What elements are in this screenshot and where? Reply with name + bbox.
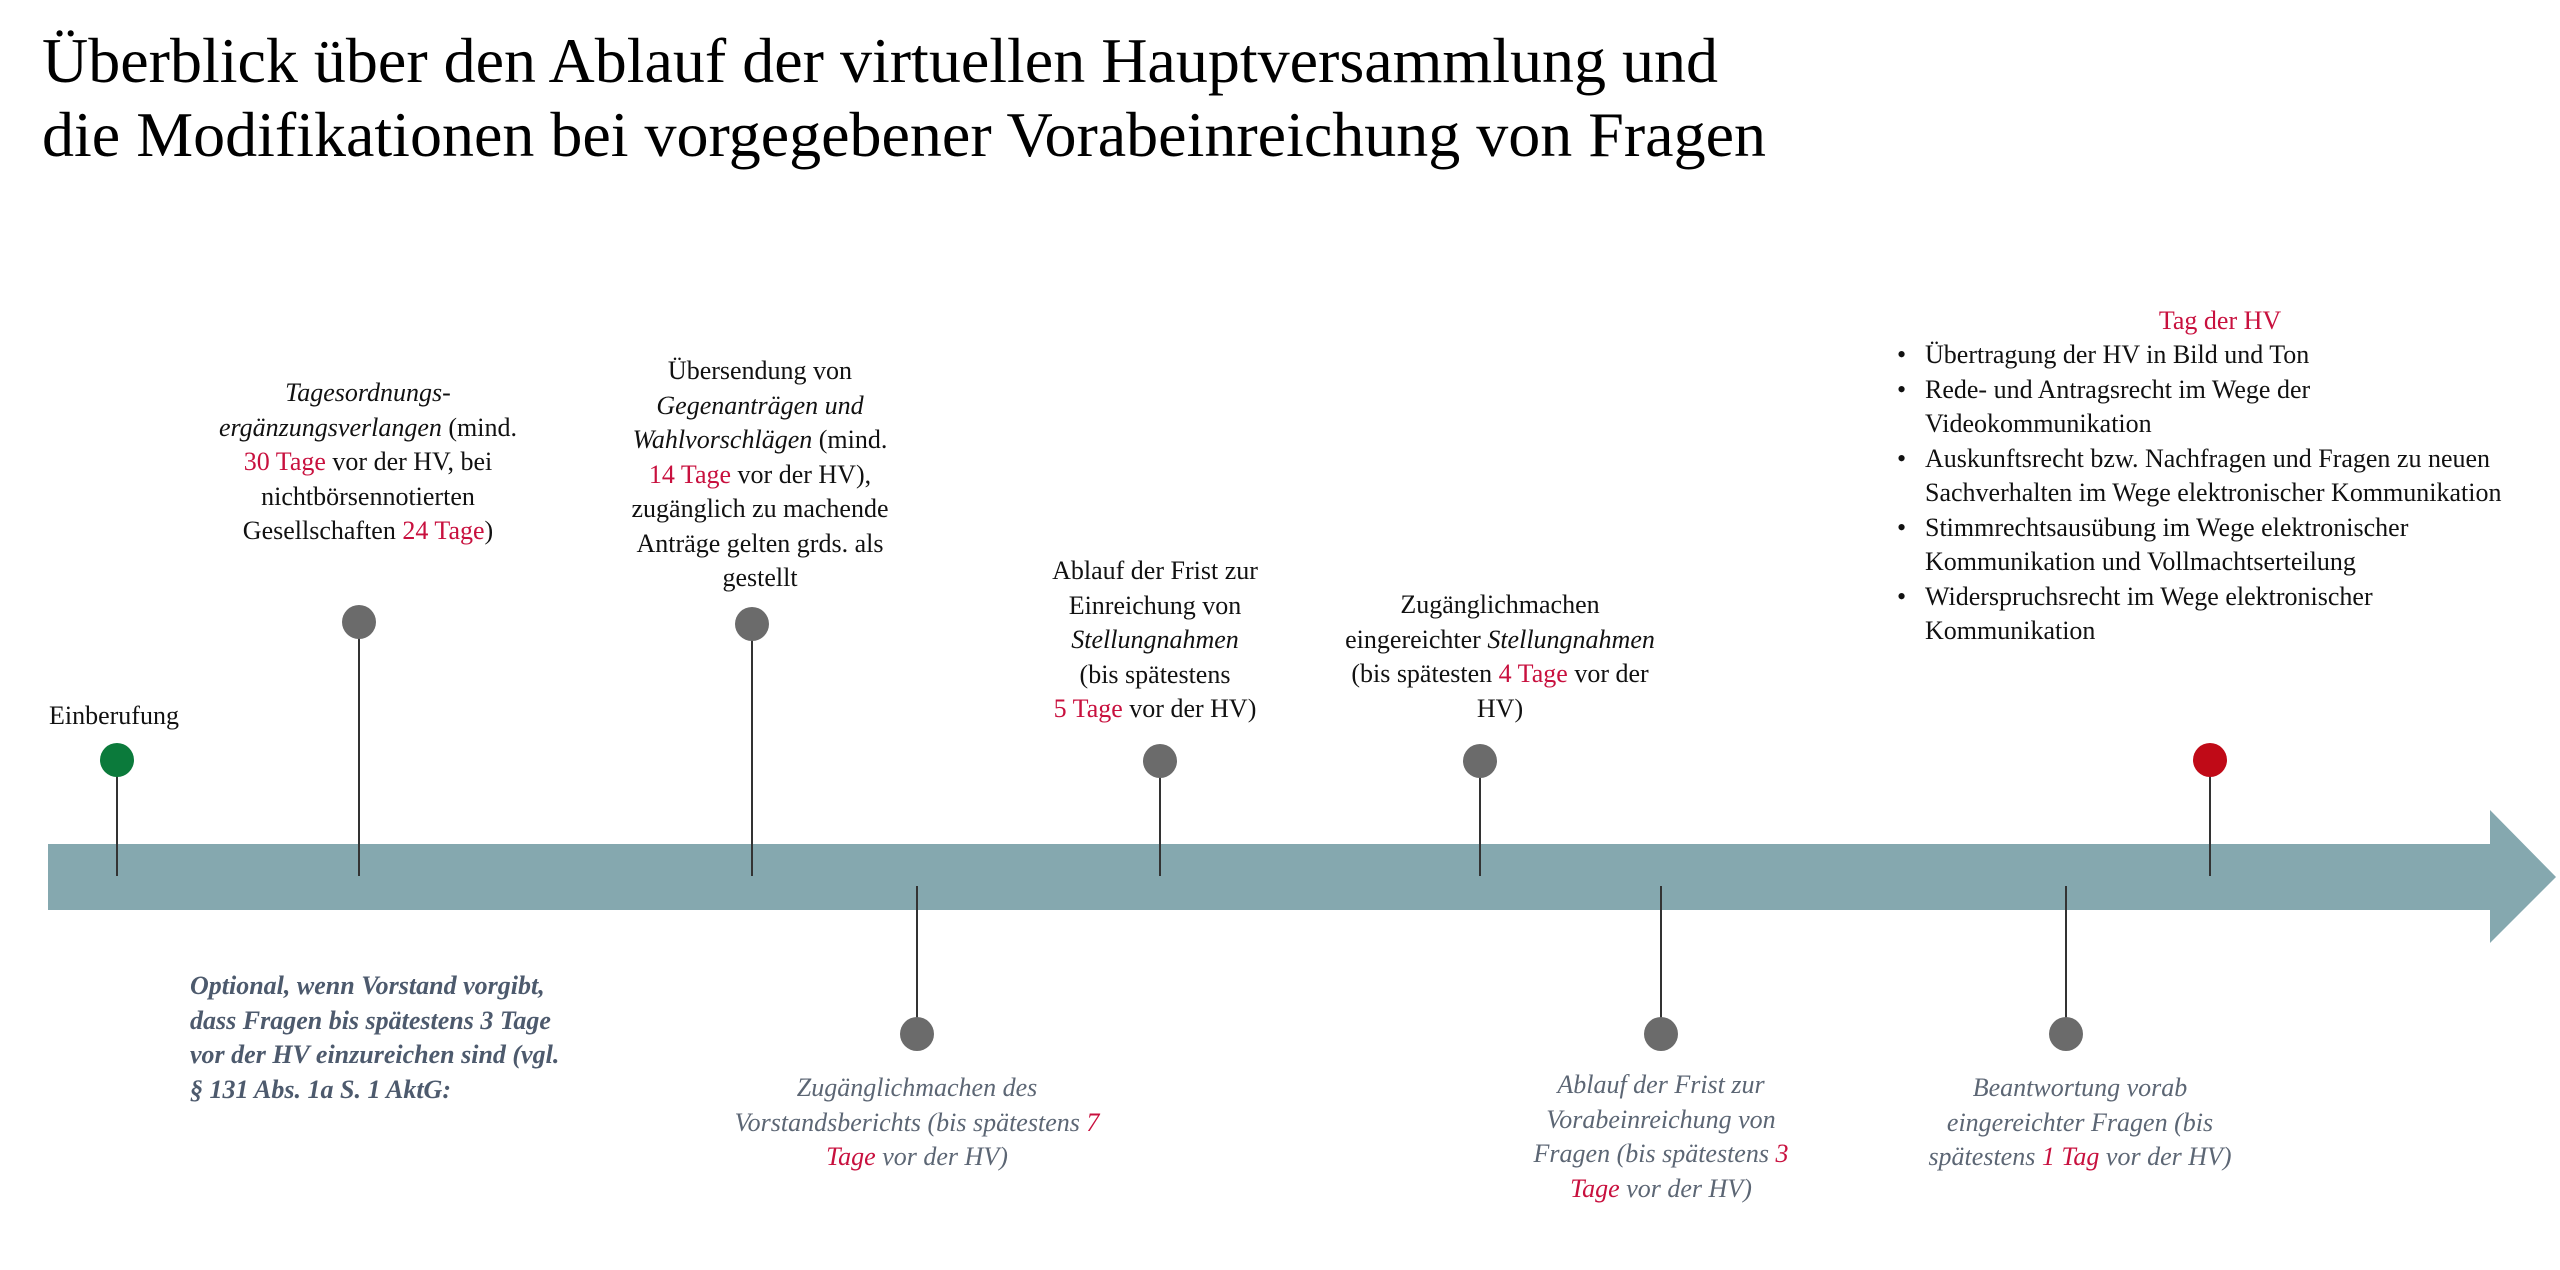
optional-line-3: vor der HV einzureichen sind (vgl. <box>190 1040 560 1069</box>
tagesordnung-days: 30 Tage <box>243 447 326 476</box>
beantwortung-line-3 <box>1880 1140 2280 1175</box>
hv-item: • Stimmrechtsausübung im Wege elektronischer Kommunikation und Vollmachtserteilung <box>1895 511 2515 580</box>
vorstandsbericht-line-3 <box>697 1140 1137 1175</box>
stellungnahmen-zugang-line-3-start: (bis spätesten <box>1351 659 1499 688</box>
tagesordnung-mind: (mind. <box>441 412 517 442</box>
label-stellungnahmen-frist <box>975 554 1335 727</box>
stellungnahmen-zugang-line-2-start: eingereichter <box>1345 624 1488 654</box>
stellungnahmen-frist-line-3: Stellungnahmen <box>1071 625 1239 654</box>
tagesordnung-term: ergänzungsverlangen <box>218 412 442 442</box>
stem-gegenantraege <box>751 624 753 876</box>
vorstandsbericht-line-2-start: Vorstandsberichts (bis spätestens <box>734 1107 1087 1137</box>
vorstandsbericht-line-2 <box>697 1106 1137 1141</box>
stellungnahmen-frist-line-5-rest: vor der HV) <box>1122 694 1257 723</box>
stellungnahmen-zugang-line-3 <box>1300 657 1700 692</box>
label-beantwortung <box>1880 1071 2280 1175</box>
einberufung-text: Einberufung <box>49 701 179 730</box>
gegenantraege-line-3 <box>560 423 960 458</box>
tagesordnung-line-5-start: Gesellschaften <box>242 516 403 545</box>
stellungnahmen-zugang-line-1: Zugänglichmachen <box>1400 590 1600 619</box>
stellungnahmen-frist-line-1: Ablauf der Frist zur <box>1052 556 1258 585</box>
optional-note <box>190 969 610 1107</box>
label-stellungnahmen-zugang <box>1300 588 1700 726</box>
vorabeinreichung-line-3-start: Fragen (bis spätestens <box>1533 1139 1776 1168</box>
optional-line-4: § 131 Abs. 1a S. 1 AktG: <box>190 1074 451 1104</box>
label-vorabeinreichung <box>1481 1068 1841 1206</box>
gegenantraege-line-7: gestellt <box>722 563 798 592</box>
vorabeinreichung-line-2: Vorabeinreichung von <box>1546 1104 1776 1134</box>
stellungnahmen-zugang-days: 4 Tage <box>1498 659 1568 688</box>
gegenantraege-line-5: zugänglich zu machende <box>631 494 889 523</box>
stem-stellungnahmen-zugang <box>1479 761 1481 876</box>
vorstandsbericht-days-number: 7 <box>1086 1107 1100 1137</box>
timeline-arrow-shape <box>48 810 2556 943</box>
hv-list <box>1895 338 2515 649</box>
vorabeinreichung-days-unit: Tage <box>1570 1173 1620 1203</box>
beantwortung-line-3-end: vor der HV) <box>2099 1142 2232 1171</box>
optional-line-2: dass Fragen bis spätestens 3 Tage <box>190 1005 551 1035</box>
stellungnahmen-frist-line-5 <box>975 692 1335 727</box>
marker-hv <box>2193 743 2227 777</box>
gegenantraege-line-1: Übersendung von <box>667 356 853 385</box>
tagesordnung-line-5-end: ) <box>484 516 494 545</box>
hv-item: • Widerspruchsrecht im Wege elektronischer Kommunikation <box>1895 580 2515 649</box>
title-line-1: Überblick über den Ablauf der virtuellen Hauptversammlung und <box>42 25 1718 96</box>
stellungnahmen-frist-days: 5 Tage <box>1053 694 1123 723</box>
hv-item: • Auskunftsrecht bzw. Nachfragen und Fragen zu neuen Sachverhalten im Wege elektronischer Kommunikation <box>1895 442 2515 511</box>
gegenantraege-line-4-rest: vor der HV), <box>731 459 872 489</box>
marker-stellungnahmen-frist <box>1143 744 1177 778</box>
vorstandsbericht-days-unit: Tage <box>826 1142 876 1171</box>
marker-tagesordnung <box>342 605 376 639</box>
hv-title: Tag der HV <box>2158 306 2282 335</box>
stem-einberufung <box>116 760 118 876</box>
stem-tagesordnung <box>358 622 360 876</box>
optional-line-1: Optional, wenn Vorstand vorgibt, <box>190 971 545 1000</box>
stellungnahmen-frist-line-2: Einreichung von <box>1068 590 1242 620</box>
marker-gegenantraege <box>735 607 769 641</box>
stem-stellungnahmen-frist <box>1159 761 1161 876</box>
tagesordnung-days-alt: 24 Tage <box>402 516 485 545</box>
stellungnahmen-zugang-line-4: HV) <box>1476 693 1524 723</box>
label-einberufung <box>49 699 179 734</box>
vorabeinreichung-line-1: Ablauf der Frist zur <box>1557 1070 1765 1099</box>
tagesordnung-line-4: nichtbörsennotierten <box>261 481 475 511</box>
tagesordnung-line-1: Tagesordnungs- <box>285 378 451 407</box>
stem-vorabeinreichung <box>1660 886 1662 1034</box>
marker-stellungnahmen-zugang <box>1463 744 1497 778</box>
tagesordnung-line-2 <box>168 411 568 446</box>
label-gegenantraege <box>560 354 960 596</box>
gegenantraege-days: 14 Tage <box>648 459 732 489</box>
label-vorstandsbericht <box>697 1071 1137 1175</box>
stem-vorstandsbericht <box>916 886 918 1034</box>
gegenantraege-line-4 <box>560 458 960 493</box>
title-line-2: die Modifikationen bei vorgegebener Vorabeinreichung von Fragen <box>42 99 1766 170</box>
vorabeinreichung-line-3 <box>1481 1137 1841 1172</box>
marker-einberufung <box>100 743 134 777</box>
label-tagesordnung <box>168 376 568 549</box>
gegenantraege-line-2: Gegenanträgen und <box>656 390 864 420</box>
hv-item: • Übertragung der HV in Bild und Ton <box>1895 338 2515 373</box>
stellungnahmen-frist-line-4: (bis spätestens <box>1079 659 1231 689</box>
marker-vorabeinreichung <box>1644 1017 1678 1051</box>
stellungnahmen-zugang-term: Stellungnahmen <box>1487 624 1655 654</box>
vorabeinreichung-line-4-rest: vor der HV) <box>1619 1173 1752 1203</box>
hv-item: • Rede- und Antragsrecht im Wege der Videokommunikation <box>1895 373 2515 442</box>
stem-hv <box>2209 760 2211 876</box>
tagesordnung-line-3 <box>168 445 568 480</box>
beantwortung-line-2: eingereichter Fragen (bis <box>1946 1107 2214 1137</box>
stellungnahmen-zugang-line-3-end: vor der <box>1567 659 1649 688</box>
stellungnahmen-zugang-line-2 <box>1300 623 1700 658</box>
marker-beantwortung <box>2049 1017 2083 1051</box>
beantwortung-line-1: Beantwortung vorab <box>1972 1073 2188 1102</box>
vorabeinreichung-line-4 <box>1481 1172 1841 1207</box>
marker-vorstandsbericht <box>900 1017 934 1051</box>
beantwortung-days: 1 Tag <box>2041 1142 2100 1171</box>
gegenantraege-line-6: Anträge gelten grds. als <box>636 528 884 558</box>
tagesordnung-line-3-rest: vor der HV, bei <box>325 447 493 476</box>
gegenantraege-mind: (mind. <box>812 425 888 454</box>
vorstandsbericht-line-1: Zugänglichmachen des <box>796 1073 1038 1102</box>
gegenantraege-term: Wahlvorschlägen <box>632 425 813 454</box>
stem-beantwortung <box>2065 886 2067 1034</box>
tagesordnung-line-5 <box>168 514 568 549</box>
vorabeinreichung-days-number: 3 <box>1775 1139 1789 1168</box>
vorstandsbericht-line-3-rest: vor der HV) <box>875 1142 1008 1171</box>
beantwortung-line-3-start: spätestens <box>1928 1142 2042 1171</box>
